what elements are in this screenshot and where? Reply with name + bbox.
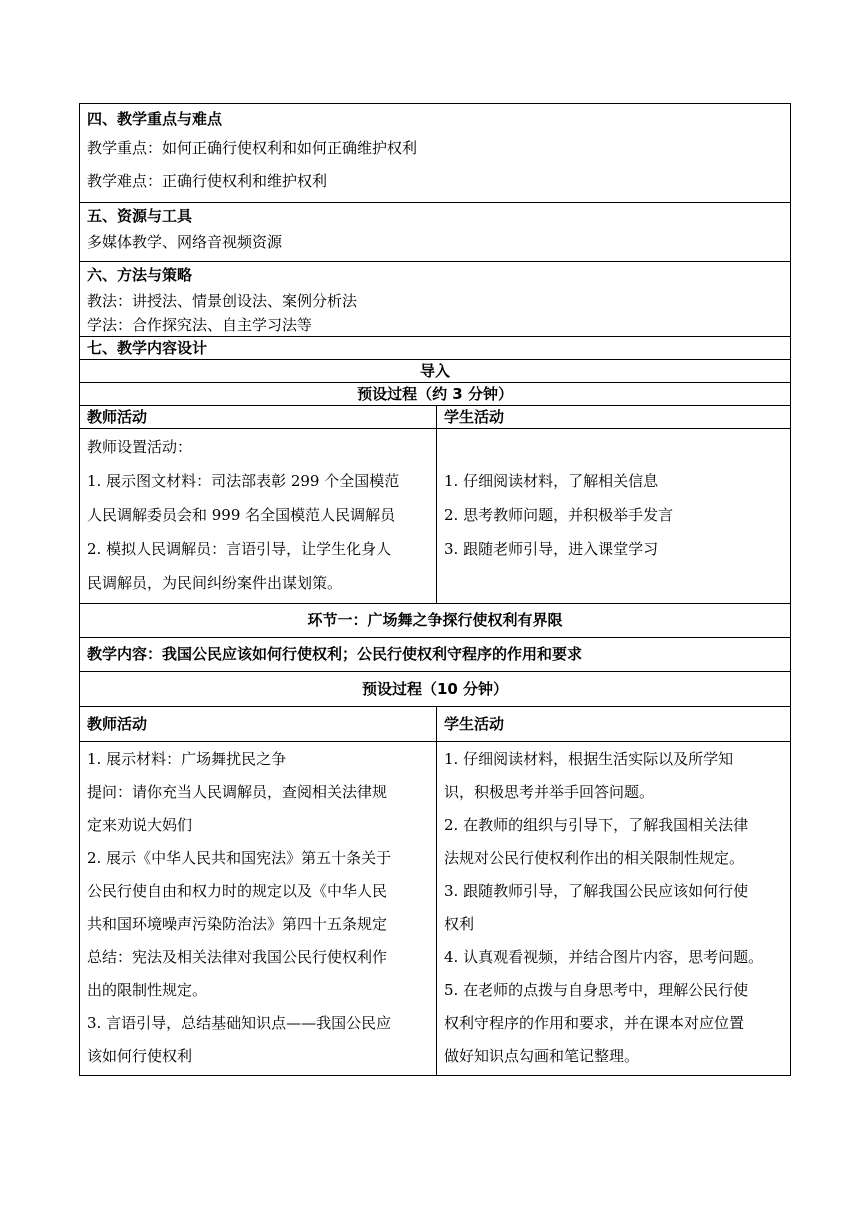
- segment-1-activity-row: [80, 742, 791, 1076]
- segment-1-student-line: 权利: [444, 915, 475, 933]
- learning-method: 学法：合作探究法、自主学习法等: [87, 316, 313, 334]
- segment-1-student-line: 2. 在教师的组织与引导下，了解我国相关法律: [444, 816, 749, 834]
- intro-process-row: [80, 383, 791, 406]
- intro-teacher-line: 教师设置活动：: [87, 438, 193, 456]
- segment-1-student-line: 法规对公民行使权利作出的相关限制性规定。: [444, 849, 745, 867]
- intro-teacher-line: 民调解员，为民间纠纷案件出谋划策。: [87, 574, 343, 592]
- intro-title-row: [80, 360, 791, 383]
- intro-process: 预设过程（约 3 分钟）: [357, 385, 513, 403]
- segment-1-student-line: 1. 仔细阅读材料，根据生活实际以及所学知: [444, 750, 734, 768]
- intro-student-line: 1. 仔细阅读材料，了解相关信息: [444, 472, 659, 490]
- segment-1-title: 环节一：广场舞之争探行使权利有界限: [307, 611, 563, 629]
- section-7-row: [80, 337, 791, 360]
- segment-1-title-row: [80, 604, 791, 638]
- segment-1-student-line: 权利守程序的作用和要求，并在课本对应位置: [444, 1014, 745, 1032]
- segment-1-student-line: 4. 认真观看视频，并结合图片内容，思考问题。: [444, 948, 764, 966]
- segment-1-header-row: [80, 707, 791, 742]
- section-5-heading: 五、资源与工具: [87, 207, 193, 225]
- segment-1-teacher-line: 定来劝说大妈们: [87, 816, 193, 834]
- segment-1-content-row: [80, 638, 791, 672]
- section-4-row: [80, 104, 791, 203]
- teaching-difficulty: 教学难点：正确行使权利和维护权利: [87, 172, 328, 190]
- section-6-heading: 六、方法与策略: [87, 266, 193, 284]
- section-6-row: [80, 262, 791, 337]
- intro-student-line: 2. 思考教师问题，并积极举手发言: [444, 506, 674, 524]
- segment-1-teacher-line: 出的限制性规定。: [87, 981, 208, 999]
- segment-1-student-line: 5. 在老师的点拨与自身思考中，理解公民行使: [444, 981, 749, 999]
- segment-1-teacher-line: 该如何行使权利: [87, 1047, 193, 1065]
- segment-1-student-header: 学生活动: [444, 715, 505, 733]
- segment-1-process-row: [80, 672, 791, 707]
- section-4-heading: 四、教学重点与难点: [87, 110, 223, 128]
- segment-1-student-line: 做好知识点勾画和笔记整理。: [444, 1047, 640, 1065]
- segment-1-student-line: 3. 跟随教师引导，了解我国公民应该如何行使: [444, 882, 749, 900]
- segment-1-teacher-line: 1. 展示材料：广场舞扰民之争: [87, 750, 287, 768]
- intro-teacher-line: 人民调解委员会和 999 名全国模范人民调解员: [87, 506, 396, 524]
- segment-1-student-line: 识，积极思考并举手回答问题。: [444, 783, 655, 801]
- intro-teacher-header: 教师活动: [87, 408, 148, 426]
- segment-1-teacher-line: 提问：请你充当人民调解员，查阅相关法律规: [87, 783, 388, 801]
- intro-activity-row: [80, 429, 791, 604]
- intro-teacher-line: 1. 展示图文材料：司法部表彰 299 个全国模范: [87, 472, 400, 490]
- segment-1-teacher-line: 3. 言语引导，总结基础知识点——我国公民应: [87, 1014, 392, 1032]
- segment-1-teacher-header: 教师活动: [87, 715, 148, 733]
- intro-teacher-line: 2. 模拟人民调解员：言语引导，让学生化身人: [87, 540, 392, 558]
- segment-1-teacher-line: 共和国环境噪声污染防治法》第四十五条规定: [87, 915, 388, 933]
- resources-text: 多媒体教学、网络音视频资源: [87, 233, 283, 251]
- intro-student-line: 3. 跟随老师引导，进入课堂学习: [444, 540, 659, 558]
- intro-header-row: [80, 406, 791, 429]
- segment-1-process: 预设过程（10 分钟）: [361, 680, 509, 698]
- segment-1-teacher-line: 公民行使自由和权力时的规定以及《中华人民: [87, 882, 388, 900]
- segment-1-teacher-line: 2. 展示《中华人民共和国宪法》第五十条关于: [87, 849, 392, 867]
- section-5-row: [80, 203, 791, 262]
- intro-student-header: 学生活动: [444, 408, 505, 426]
- segment-1-content: 教学内容：我国公民应该如何行使权利；公民行使权利守程序的作用和要求: [87, 645, 583, 663]
- lesson-plan-table: [79, 103, 791, 1076]
- teaching-method: 教法：讲授法、情景创设法、案例分析法: [87, 292, 358, 310]
- intro-title: 导入: [420, 362, 451, 380]
- segment-1-teacher-line: 总结：宪法及相关法律对我国公民行使权利作: [87, 948, 388, 966]
- teaching-key-point: 教学重点：如何正确行使权利和如何正确维护权利: [87, 139, 418, 157]
- section-7-heading: 七、教学内容设计: [87, 339, 208, 357]
